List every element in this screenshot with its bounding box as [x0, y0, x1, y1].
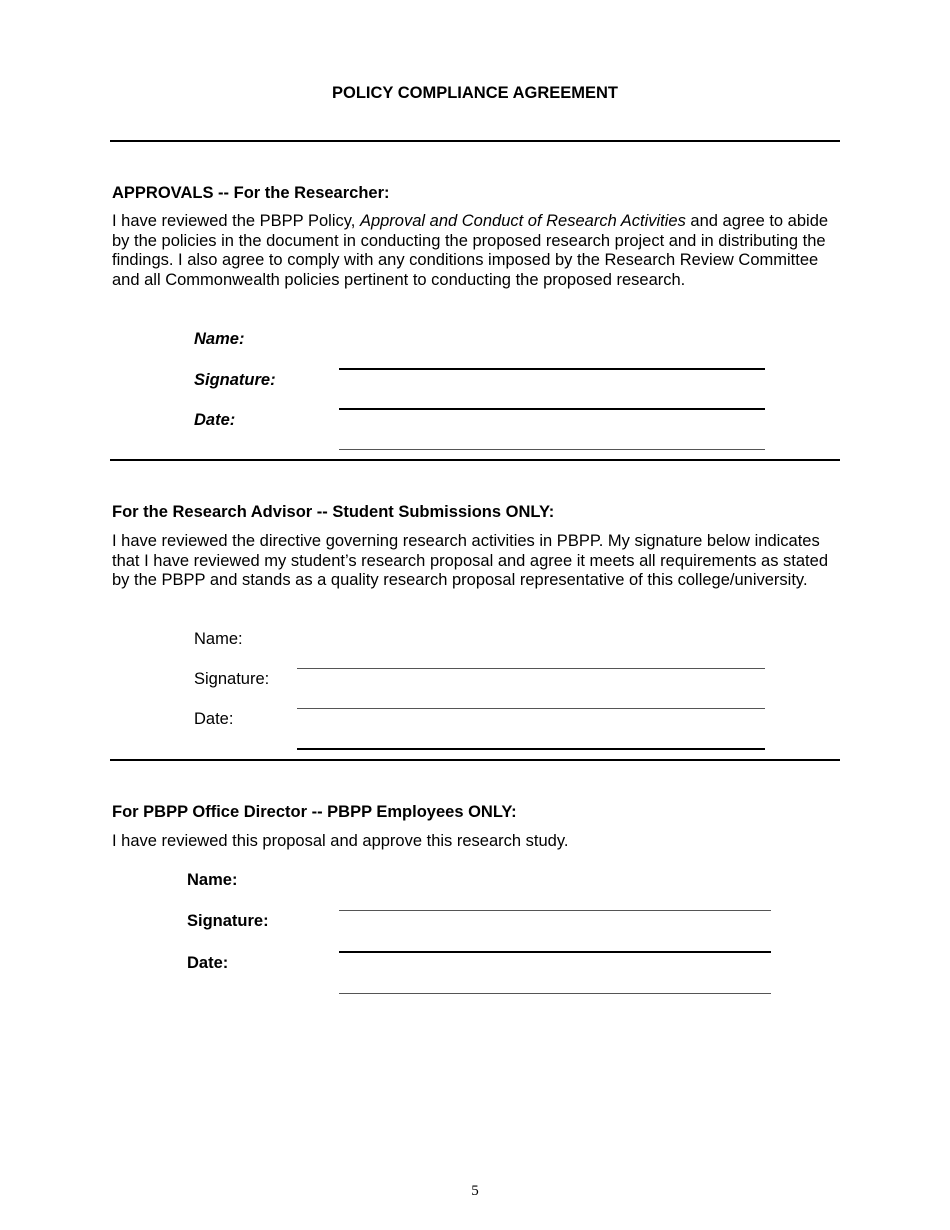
director-signature-label: Signature: [187, 912, 269, 930]
advisor-name-label: Name: [194, 630, 243, 648]
director-date-label: Date: [187, 954, 229, 972]
researcher-paragraph [112, 212, 832, 290]
policy-title: Approval and Conduct of Research Activities [359, 212, 686, 230]
advisor-heading: For the Research Advisor -- Student Submissions ONLY: [112, 503, 555, 521]
researcher-signature-label: Signature: [194, 371, 276, 389]
researcher-signature-field[interactable] [339, 408, 765, 410]
director-date-field[interactable] [339, 993, 771, 994]
section-divider [110, 140, 840, 142]
director-paragraph: I have reviewed this proposal and approve this research study. [112, 832, 569, 850]
advisor-signature-label: Signature: [194, 670, 270, 688]
advisor-paragraph: I have reviewed the directive governing research activities in PBPP. My signature below indicates that I have reviewed my student’s research proposal and agree it meets all requirements as stated by the PBPP and stands as a quality research proposal representative of this college/university. [112, 532, 828, 590]
researcher-date-field[interactable] [339, 449, 765, 450]
section-divider [110, 459, 840, 461]
researcher-paragraph-end: and agree to abide by the policies in the document in conducting the proposed research project and in distributing the findings. I also agree to comply with any conditions imposed by the Research Review Committee and all Commonwealth policies pertinent to conducting the proposed research. [112, 212, 829, 289]
researcher-paragraph-start: I have reviewed the PBPP Policy, [112, 212, 360, 230]
researcher-name-label: Name: [194, 330, 245, 348]
advisor-name-field[interactable] [297, 668, 765, 669]
section-divider [110, 759, 840, 761]
page-number: 5 [471, 1183, 479, 1199]
advisor-signature-field[interactable] [297, 708, 765, 709]
page-title: POLICY COMPLIANCE AGREEMENT [331, 84, 619, 102]
director-name-field[interactable] [339, 910, 771, 911]
director-name-label: Name: [187, 871, 238, 889]
researcher-heading: APPROVALS -- For the Researcher: [112, 184, 390, 202]
advisor-date-label: Date: [194, 710, 234, 728]
director-signature-field[interactable] [339, 951, 771, 953]
director-heading: For PBPP Office Director -- PBPP Employees ONLY: [112, 803, 517, 821]
advisor-date-field[interactable] [297, 748, 765, 750]
researcher-name-field[interactable] [339, 368, 765, 370]
researcher-date-label: Date: [194, 411, 236, 429]
